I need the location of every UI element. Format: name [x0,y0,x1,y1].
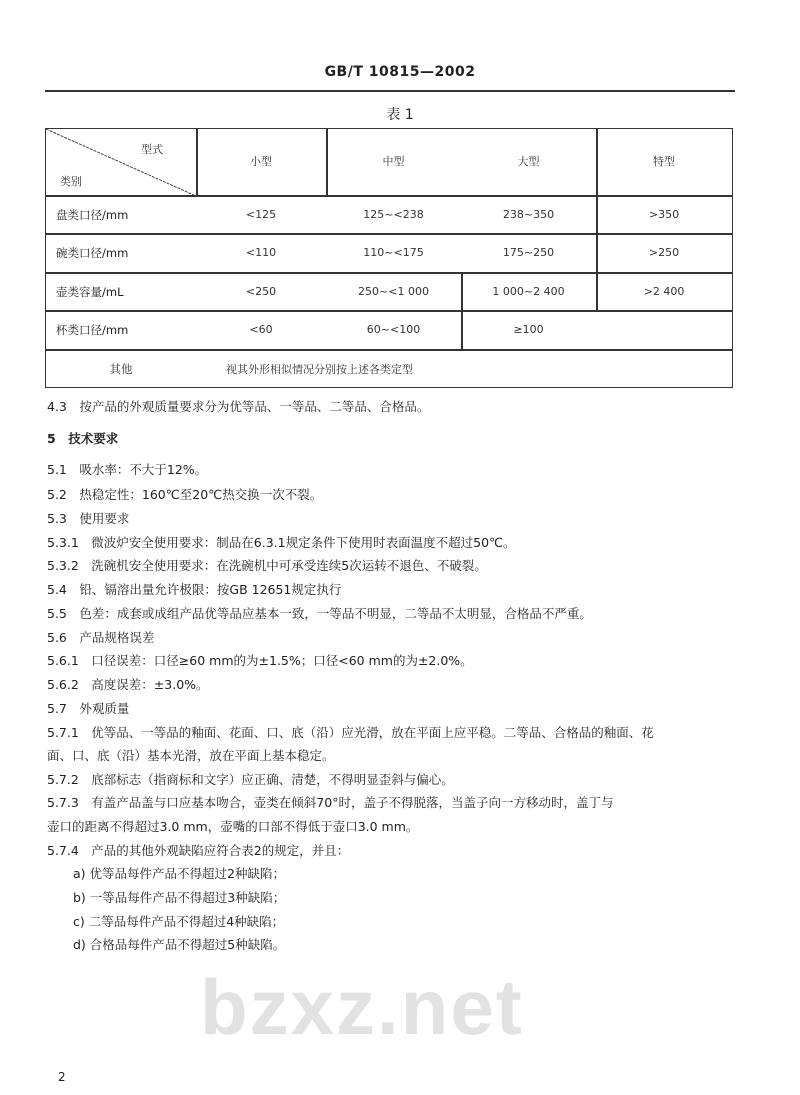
table-cell: 175~250 [502,246,555,259]
table-cell: ≥100 [513,323,544,336]
col-header-special: 特型 [653,155,675,168]
text-line: 5.1 吸水率：不大于12%。 [47,462,208,477]
text-line: 5.6.1 口径误差：口径≥60 mm的为±1.5%；口径<60 mm的为±2.0%。 [47,653,473,668]
col-header-large: 大型 [517,155,540,168]
text-line: 5.7.1 优等品、一等品的釉面、花面、口、底（沿）应光滑，放在平面上应平稳。二等品、合格品的釉面、花 [47,725,654,740]
table-cell: 110~<175 [363,246,424,259]
watermark: bzxz.net [200,963,524,1051]
table-cell: 238~350 [502,208,555,221]
row-divider [46,272,732,274]
text-line: 壶口的距离不得超过3.0 mm，壶嘴的口部不得低于壶口3.0 mm。 [47,819,419,834]
table-cell: <250 [245,285,277,298]
table-cell: >250 [648,246,680,259]
table-cell: <125 [245,208,277,221]
row-label: 杯类口径/mm [56,323,129,337]
text-line: 5.5 色差：成套或成组产品优等品应基本一致，一等品不明显，二等品不太明显，合格品不严重。 [47,606,592,621]
table-caption: 表 1 [386,107,414,123]
page-number: 2 [58,1070,66,1084]
row-label: 盘类口径/mm [56,208,129,222]
table-cell: 125~<238 [363,208,424,221]
table-1 [45,128,733,388]
corner-top-label: 型式 [141,143,163,156]
text-line: 5 技术要求 [47,431,119,446]
row-label: 其他 [109,362,133,376]
corner-bottom-label: 类别 [60,175,82,188]
text-line: 5.6.2 高度误差：±3.0%。 [47,677,209,692]
row-label: 壶类容量/mL [56,285,124,299]
table-cell: 250~<1 000 [358,285,429,298]
text-line: 面、口、底（沿）基本光滑，放在平面上基本稳定。 [47,748,335,763]
row-divider [46,195,732,197]
table-cell: <60 [249,323,273,336]
table-cell: 60~<100 [366,323,421,336]
standard-number-header: GB/T 10815—2002 [324,64,476,80]
text-line: 5.7 外观质量 [47,701,130,716]
table-cell: 1 000~2 400 [492,285,565,298]
text-line: 5.7.4 产品的其他外观缺陷应符合表2的规定，并且： [47,843,350,858]
text-line: c) 二等品每件产品不得超过4种缺陷； [73,914,285,929]
table-cell: >2 400 [643,285,685,298]
table-cell: 视其外形相似情况分别按上述各类定型 [226,363,413,376]
header-rule [45,90,735,92]
row-label: 碗类口径/mm [56,246,129,260]
text-line: 5.7.3 有盖产品盖与口应基本吻合，壶类在倾斜70°时，盖子不得脱落，当盖子向一方移动时，盖丁与 [47,795,614,810]
text-line: 5.7.2 底部标志（指商标和文字）应正确、清楚，不得明显歪斜与偏心。 [47,772,454,787]
text-line: b) 一等品每件产品不得超过3种缺陷； [73,890,286,905]
text-line: 5.3 使用要求 [47,511,130,526]
col-divider [461,272,463,349]
text-line: 4.3 按产品的外观质量要求分为优等品、一等品、二等品、合格品。 [47,399,430,414]
table-cell: >350 [648,208,680,221]
text-line: 5.3.1 微波炉安全使用要求：制品在6.3.1规定条件下使用时表面温度不超过50℃。 [47,535,516,550]
text-line: 5.6 产品规格误差 [47,630,155,645]
row-divider [46,349,732,351]
text-line: 5.2 热稳定性：160℃至20℃热交换一次不裂。 [47,487,323,502]
text-line: 5.3.2 洗碗机安全使用要求：在洗碗机中可承受连续5次运转不退色、不破裂。 [47,558,487,573]
text-line: 5.4 铅、镉溶出量允许极限：按GB 12651规定执行 [47,582,342,597]
table-cell: <110 [245,246,277,259]
row-divider [46,310,732,312]
text-line: a) 优等品每件产品不得超过2种缺陷； [73,866,285,881]
text-line: d) 合格品每件产品不得超过5种缺陷。 [73,937,286,952]
col-header-medium: 中型 [382,155,405,168]
row-divider [46,233,732,235]
col-header-small: 小型 [250,155,272,168]
